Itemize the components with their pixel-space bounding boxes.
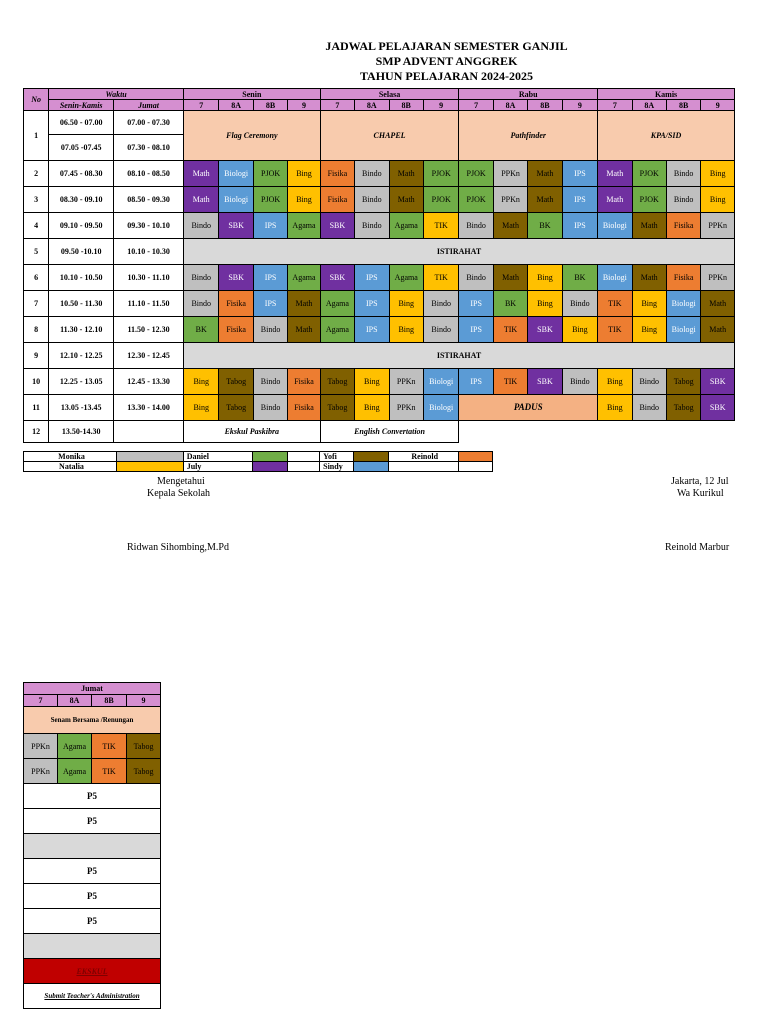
subject-cell: Biologi xyxy=(666,317,700,343)
subject-cell: SBK xyxy=(320,213,354,239)
time-senin-kamis: 13.05 -13.45 xyxy=(49,395,114,421)
jumat-cell: PPKn xyxy=(24,759,58,784)
subject-cell: Bindo xyxy=(459,213,493,239)
break-cell: ISTIRAHAT xyxy=(184,343,735,369)
time-jumat: 11.50 - 12.30 xyxy=(114,317,184,343)
class-header: 8A xyxy=(632,100,666,111)
subject-cell: TIK xyxy=(598,291,632,317)
jumat-cell: Tabog xyxy=(127,759,161,784)
subject-cell: Agama xyxy=(389,213,423,239)
subject-cell: Bing xyxy=(528,265,562,291)
subject-cell: Math xyxy=(389,187,423,213)
subject-cell: Biologi xyxy=(598,265,632,291)
subject-cell: Math xyxy=(288,291,320,317)
event-cell: Pathfinder xyxy=(459,111,598,161)
subject-cell: Bindo xyxy=(184,265,219,291)
class-header: 7 xyxy=(459,100,493,111)
row-number: 7 xyxy=(24,291,49,317)
subject-cell: Math xyxy=(528,161,562,187)
subject-cell: SBK xyxy=(701,395,735,421)
subject-cell: SBK xyxy=(320,265,354,291)
subject-cell: PJOK xyxy=(459,187,493,213)
subject-cell: IPS xyxy=(355,291,389,317)
subject-cell: Bindo xyxy=(423,317,458,343)
subject-cell: BK xyxy=(562,265,597,291)
subject-cell: Bindo xyxy=(632,369,666,395)
subject-cell: IPS xyxy=(253,291,287,317)
schedule-table xyxy=(23,88,735,443)
subject-cell: Tabog xyxy=(320,369,354,395)
subject-cell: IPS xyxy=(459,369,493,395)
subject-cell: Agama xyxy=(320,317,354,343)
sign-right-line1: Jakarta, 12 Jul xyxy=(671,476,729,487)
time-senin-kamis: 12.25 - 13.05 xyxy=(49,369,114,395)
subject-cell: PJOK xyxy=(423,161,458,187)
subject-cell: IPS xyxy=(459,317,493,343)
time-senin-kamis: 13.50-14.30 xyxy=(49,421,114,443)
subject-cell: BK xyxy=(184,317,219,343)
subject-cell: Bing xyxy=(598,395,632,421)
subject-cell: Bindo xyxy=(666,161,700,187)
row-number: 12 xyxy=(24,421,49,443)
jumat-cell: TIK xyxy=(92,734,127,759)
jumat-ekskul: EKSKUL xyxy=(24,959,161,984)
class-header: 8B xyxy=(528,100,562,111)
subject-cell: Math xyxy=(493,213,527,239)
subject-cell: PPKn xyxy=(389,369,423,395)
sign-left-line2: Kepala Sekolah xyxy=(147,488,211,499)
subject-cell: SBK xyxy=(701,369,735,395)
subject-cell: Math xyxy=(528,187,562,213)
subject-cell: Math xyxy=(288,317,320,343)
jumat-cell: Agama xyxy=(58,734,92,759)
time-jumat xyxy=(114,421,184,443)
legend-swatch xyxy=(116,452,183,462)
subject-cell: SBK xyxy=(219,213,253,239)
jumat-class-header: 9 xyxy=(127,695,161,707)
subject-cell: Bing xyxy=(632,317,666,343)
subject-cell: Biologi xyxy=(219,187,253,213)
time-senin-kamis: 06.50 - 07.00 xyxy=(49,111,114,135)
subject-cell: Bing xyxy=(355,395,389,421)
row-number: 5 xyxy=(24,239,49,265)
time-senin-kamis: 11.30 - 12.10 xyxy=(49,317,114,343)
subject-cell: Bindo xyxy=(253,395,287,421)
subject-cell: Fisika xyxy=(666,265,700,291)
subject-cell: Tabog xyxy=(666,395,700,421)
jumat-title: Jumat xyxy=(24,683,161,695)
legend-swatch xyxy=(458,452,492,462)
row-number: 1 xyxy=(24,111,49,161)
subject-cell: Bindo xyxy=(666,187,700,213)
subject-cell: Fisika xyxy=(288,369,320,395)
jumat-class-header: 8B xyxy=(92,695,127,707)
subject-cell: IPS xyxy=(355,317,389,343)
subject-cell: PPKn xyxy=(389,395,423,421)
event-cell: KPA/SID xyxy=(598,111,735,161)
day-header: Kamis xyxy=(598,89,735,100)
subject-cell: Fisika xyxy=(320,187,354,213)
subject-cell: Bindo xyxy=(184,291,219,317)
subject-cell: PPKn xyxy=(493,187,527,213)
jumat-cell: Agama xyxy=(58,759,92,784)
class-header: 9 xyxy=(701,100,735,111)
subject-cell: Tabog xyxy=(666,369,700,395)
subject-cell: PPKn xyxy=(701,265,735,291)
subject-cell: Bing xyxy=(701,187,735,213)
legend-swatch xyxy=(253,462,287,472)
subject-cell: TIK xyxy=(423,213,458,239)
day-header: Rabu xyxy=(459,89,598,100)
legend-empty xyxy=(287,462,319,472)
subject-cell: Bindo xyxy=(632,395,666,421)
subject-cell: TIK xyxy=(423,265,458,291)
no-header: No xyxy=(24,89,49,111)
time-senin-kamis: 09.50 -10.10 xyxy=(49,239,114,265)
sign-left-name: Ridwan Sihombing,M.Pd xyxy=(127,542,229,553)
legend-swatch xyxy=(354,452,388,462)
jumat-cell: Tabog xyxy=(127,734,161,759)
subject-cell: Tabog xyxy=(219,395,253,421)
subject-cell: Bing xyxy=(184,395,219,421)
subject-cell: IPS xyxy=(253,213,287,239)
row-number: 3 xyxy=(24,187,49,213)
class-header: 9 xyxy=(288,100,320,111)
subject-cell: Bindo xyxy=(355,187,389,213)
class-header: 8B xyxy=(389,100,423,111)
title-line3: TAHUN PELAJARAN 2024-2025 xyxy=(359,69,534,83)
subject-cell: Bindo xyxy=(184,213,219,239)
subject-cell: TIK xyxy=(493,369,527,395)
subject-cell: Bindo xyxy=(562,291,597,317)
row-number: 11 xyxy=(24,395,49,421)
subject-cell: Agama xyxy=(288,265,320,291)
subject-cell: Bing xyxy=(598,369,632,395)
legend-name: July xyxy=(183,462,253,472)
subject-cell: Math xyxy=(598,161,632,187)
subject-cell: PJOK xyxy=(632,161,666,187)
subject-cell: Fisika xyxy=(219,291,253,317)
legend-name: Sindy xyxy=(320,462,354,472)
subject-cell: Agama xyxy=(288,213,320,239)
row-number: 9 xyxy=(24,343,49,369)
subject-cell: Math xyxy=(632,265,666,291)
time-jumat: 12.45 - 13.30 xyxy=(114,369,184,395)
subject-cell: Tabog xyxy=(320,395,354,421)
time-jumat: 10.30 - 11.10 xyxy=(114,265,184,291)
subject-cell: Bing xyxy=(701,161,735,187)
subject-cell: Bindo xyxy=(562,369,597,395)
class-header: 8A xyxy=(493,100,527,111)
jumat-class-header: 8A xyxy=(58,695,92,707)
row-number: 8 xyxy=(24,317,49,343)
class-header: 8A xyxy=(355,100,389,111)
subject-cell: Bing xyxy=(355,369,389,395)
subject-cell: Bindo xyxy=(253,317,287,343)
time-jumat: 08.10 - 08.50 xyxy=(114,161,184,187)
title-line1: JADWAL PELAJARAN SEMESTER GANJIL xyxy=(325,39,568,53)
subject-cell: Agama xyxy=(320,291,354,317)
subject-cell: Math xyxy=(389,161,423,187)
subject-cell: Math xyxy=(701,317,735,343)
subject-cell: Biologi xyxy=(666,291,700,317)
class-header: 7 xyxy=(184,100,219,111)
subject-cell: IPS xyxy=(562,213,597,239)
subject-cell: TIK xyxy=(493,317,527,343)
title-line2: SMP ADVENT ANGGREK xyxy=(375,54,518,68)
class-header: 7 xyxy=(320,100,354,111)
subject-cell: Math xyxy=(701,291,735,317)
row-number: 2 xyxy=(24,161,49,187)
jumat-senam: Senam Bersama /Renungan xyxy=(24,707,161,734)
day-header: Selasa xyxy=(320,89,459,100)
senin-kamis-header: Senin-Kamis xyxy=(49,100,114,111)
subject-cell: Math xyxy=(493,265,527,291)
subject-cell: IPS xyxy=(562,161,597,187)
legend-name: Daniel xyxy=(183,452,253,462)
subject-cell: Math xyxy=(598,187,632,213)
time-senin-kamis: 08.30 - 09.10 xyxy=(49,187,114,213)
day-header: Senin xyxy=(184,89,321,100)
subject-cell: Biologi xyxy=(598,213,632,239)
time-senin-kamis: 12.10 - 12.25 xyxy=(49,343,114,369)
subject-cell: TIK xyxy=(598,317,632,343)
subject-cell: Bing xyxy=(562,317,597,343)
jumat-table xyxy=(23,682,161,1009)
subject-cell: PJOK xyxy=(253,161,287,187)
time-jumat: 12.30 - 12.45 xyxy=(114,343,184,369)
ekskul-cell: Ekskul Paskibra xyxy=(184,421,321,443)
time-jumat: 07.30 - 08.10 xyxy=(114,135,184,161)
subject-cell: IPS xyxy=(253,265,287,291)
subject-cell: SBK xyxy=(528,369,562,395)
subject-cell: Bing xyxy=(389,317,423,343)
jumat-p5: P5 xyxy=(24,909,161,934)
class-header: 8B xyxy=(666,100,700,111)
break-cell: ISTIRAHAT xyxy=(184,239,735,265)
sign-left-line1: Mengetahui xyxy=(157,476,205,487)
subject-cell: PPKn xyxy=(493,161,527,187)
teacher-legend xyxy=(23,451,493,472)
legend-name: Natalia xyxy=(24,462,117,472)
class-header: 8B xyxy=(253,100,287,111)
padus-cell: PADUS xyxy=(459,395,598,421)
subject-cell: IPS xyxy=(355,265,389,291)
legend-swatch xyxy=(116,462,183,472)
subject-cell: Math xyxy=(632,213,666,239)
subject-cell: BK xyxy=(493,291,527,317)
subject-cell: Bing xyxy=(389,291,423,317)
jumat-cell: TIK xyxy=(92,759,127,784)
subject-cell: PJOK xyxy=(632,187,666,213)
legend-name: Yofi xyxy=(320,452,354,462)
waktu-header: Waktu xyxy=(49,89,184,100)
jumat-break xyxy=(24,934,161,959)
time-jumat: 08.50 - 09.30 xyxy=(114,187,184,213)
jumat-p5: P5 xyxy=(24,784,161,809)
time-senin-kamis: 10.10 - 10.50 xyxy=(49,265,114,291)
subject-cell: PPKn xyxy=(701,213,735,239)
time-jumat: 10.10 - 10.30 xyxy=(114,239,184,265)
legend-swatch xyxy=(354,462,388,472)
subject-cell: Agama xyxy=(389,265,423,291)
subject-cell: Fisika xyxy=(219,317,253,343)
legend-name: Reinold xyxy=(388,452,458,462)
subject-cell: Biologi xyxy=(219,161,253,187)
subject-cell: Fisika xyxy=(288,395,320,421)
subject-cell: BK xyxy=(528,213,562,239)
legend-swatch xyxy=(253,452,287,462)
subject-cell: Bing xyxy=(288,161,320,187)
legend-empty xyxy=(287,452,319,462)
subject-cell: IPS xyxy=(562,187,597,213)
subject-cell: Bing xyxy=(184,369,219,395)
legend-empty xyxy=(458,462,492,472)
event-cell: Flag Ceremony xyxy=(184,111,321,161)
time-senin-kamis: 10.50 - 11.30 xyxy=(49,291,114,317)
jumat-header: Jumat xyxy=(114,100,184,111)
jumat-cell: PPKn xyxy=(24,734,58,759)
sign-right-line2: Wa Kurikul xyxy=(677,488,724,499)
subject-cell: PJOK xyxy=(459,161,493,187)
subject-cell: SBK xyxy=(219,265,253,291)
class-header: 9 xyxy=(562,100,597,111)
class-header: 7 xyxy=(598,100,632,111)
subject-cell: Bing xyxy=(632,291,666,317)
subject-cell: Fisika xyxy=(320,161,354,187)
subject-cell: Math xyxy=(184,187,219,213)
subject-cell: Biologi xyxy=(423,395,458,421)
time-senin-kamis: 07.05 -07.45 xyxy=(49,135,114,161)
subject-cell: Tabog xyxy=(219,369,253,395)
time-senin-kamis: 07.45 - 08.30 xyxy=(49,161,114,187)
subject-cell: Bindo xyxy=(355,213,389,239)
jumat-p5: P5 xyxy=(24,884,161,909)
time-jumat: 07.00 - 07.30 xyxy=(114,111,184,135)
legend-name: Monika xyxy=(24,452,117,462)
row-number: 4 xyxy=(24,213,49,239)
sign-right-name: Reinold Marbur xyxy=(665,542,730,553)
subject-cell: PJOK xyxy=(423,187,458,213)
subject-cell: Biologi xyxy=(423,369,458,395)
jumat-p5: P5 xyxy=(24,809,161,834)
subject-cell: Bindo xyxy=(423,291,458,317)
subject-cell: Bing xyxy=(288,187,320,213)
subject-cell: Bindo xyxy=(355,161,389,187)
class-header: 9 xyxy=(423,100,458,111)
event-cell: CHAPEL xyxy=(320,111,459,161)
row-number: 6 xyxy=(24,265,49,291)
time-jumat: 13.30 - 14.00 xyxy=(114,395,184,421)
ekskul-cell: English Convertation xyxy=(320,421,459,443)
jumat-submit: Submit Teacher's Administration xyxy=(24,984,161,1009)
subject-cell: PJOK xyxy=(253,187,287,213)
time-jumat: 09.30 - 10.10 xyxy=(114,213,184,239)
empty-cell xyxy=(459,421,735,443)
subject-cell: IPS xyxy=(459,291,493,317)
row-number: 10 xyxy=(24,369,49,395)
time-senin-kamis: 09.10 - 09.50 xyxy=(49,213,114,239)
jumat-break xyxy=(24,834,161,859)
subject-cell: Bing xyxy=(528,291,562,317)
subject-cell: Bindo xyxy=(253,369,287,395)
legend-empty xyxy=(388,462,458,472)
time-jumat: 11.10 - 11.50 xyxy=(114,291,184,317)
subject-cell: Fisika xyxy=(666,213,700,239)
class-header: 8A xyxy=(219,100,253,111)
subject-cell: Bindo xyxy=(459,265,493,291)
jumat-class-header: 7 xyxy=(24,695,58,707)
subject-cell: SBK xyxy=(528,317,562,343)
subject-cell: Math xyxy=(184,161,219,187)
jumat-p5: P5 xyxy=(24,859,161,884)
